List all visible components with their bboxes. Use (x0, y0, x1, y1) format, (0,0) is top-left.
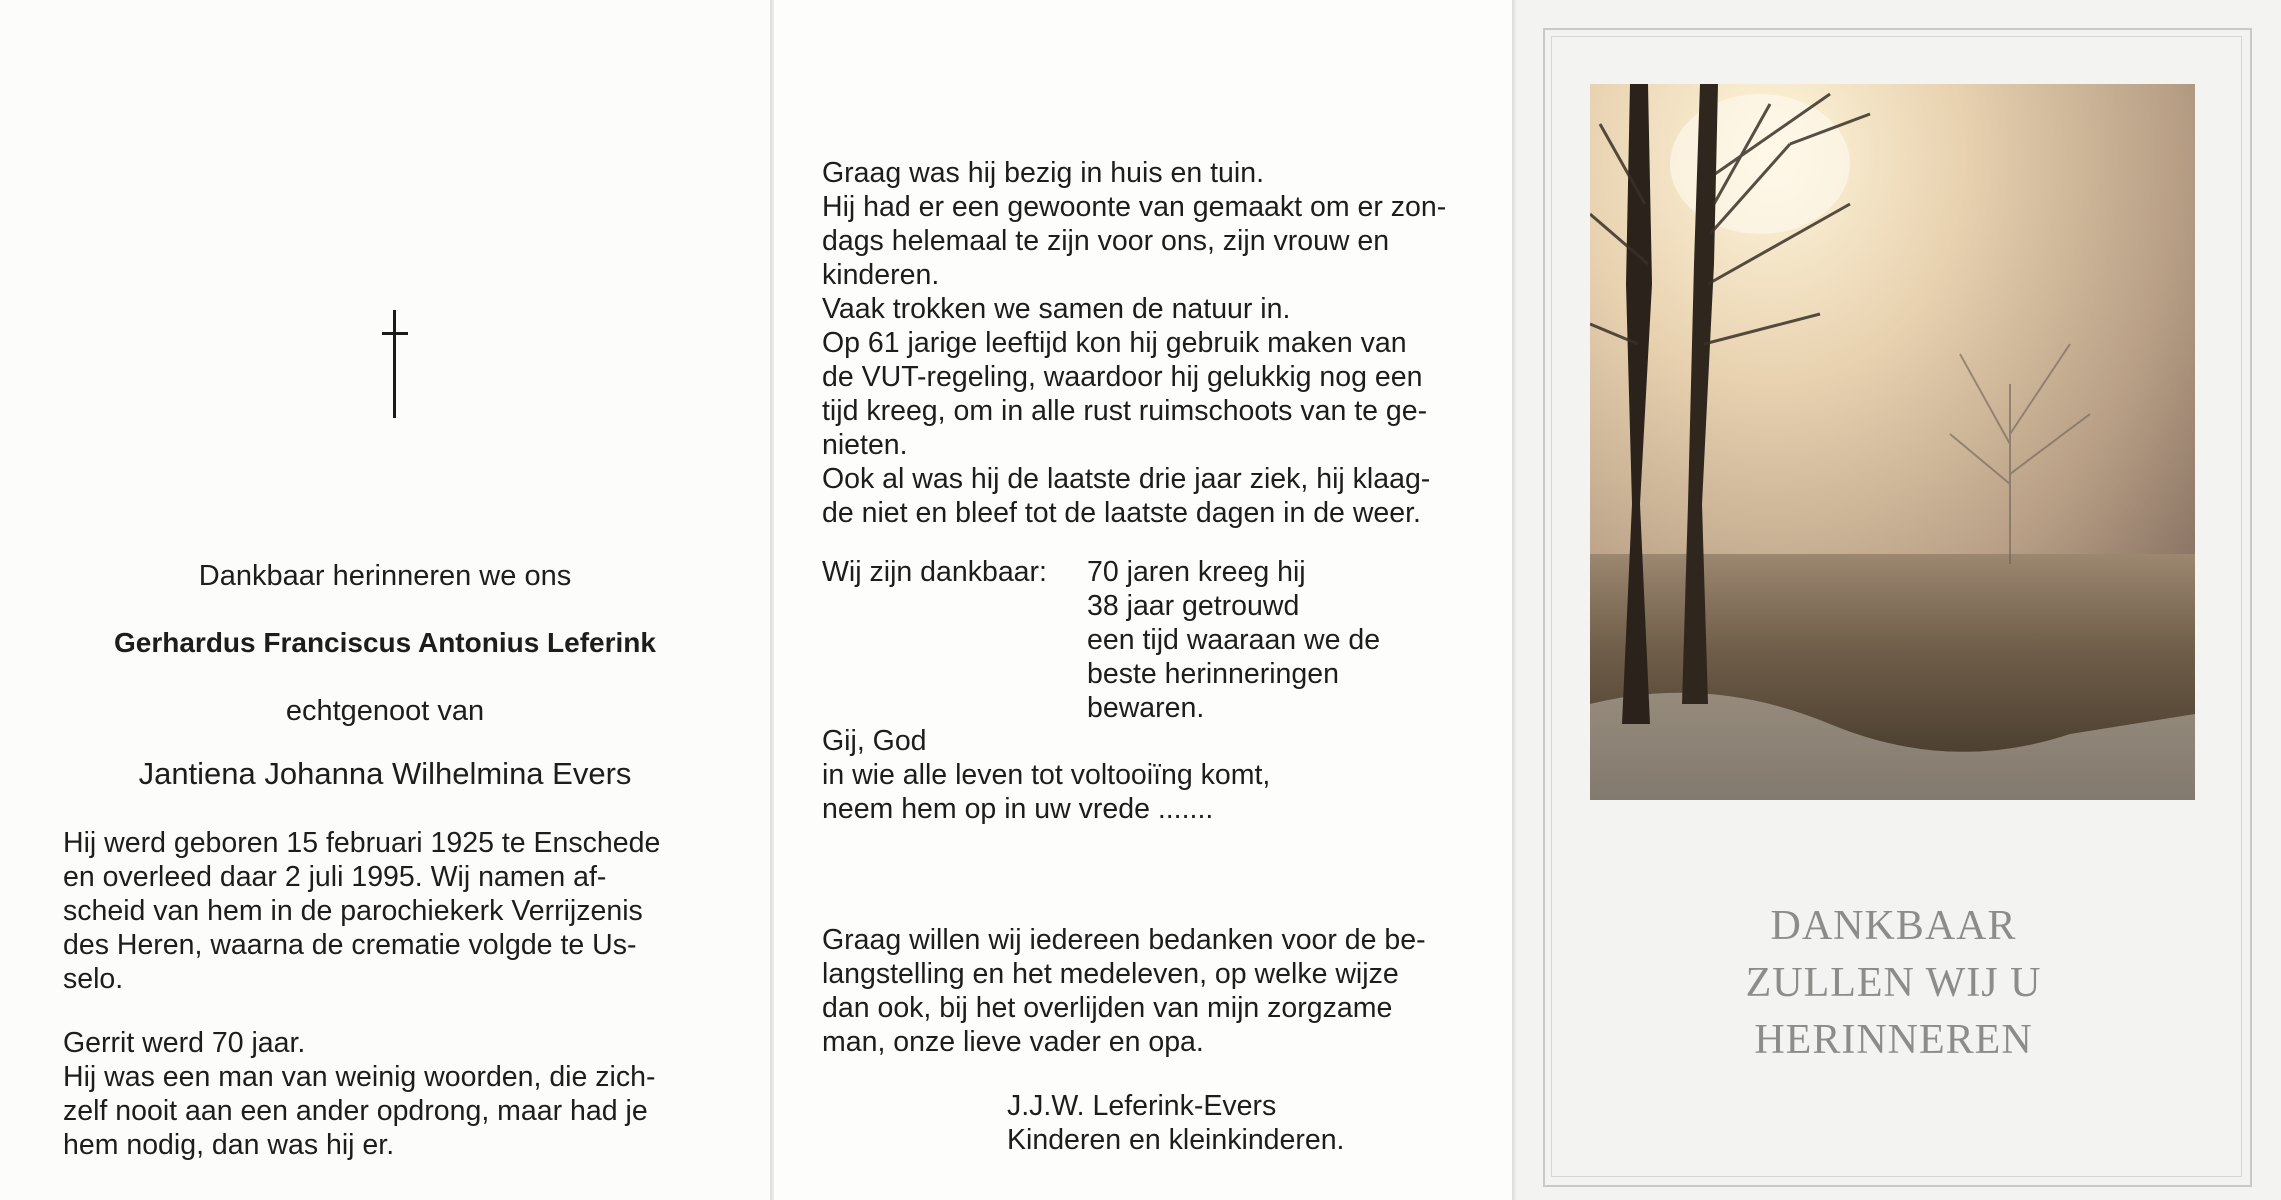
bio-line: selo. (63, 963, 124, 995)
motto-text (1591, 898, 2196, 1069)
bio-line: Hij werd geboren 15 februari 1925 te Enschede (63, 827, 661, 859)
deceased-name: Gerhardus Franciscus Antonius Leferink (114, 627, 656, 658)
story-line: Graag was hij bezig in huis en tuin. (822, 157, 1265, 189)
thanks-item: beste herinneringen (1087, 658, 1339, 690)
signature-block (1007, 1089, 1427, 1157)
signature-line: J.J.W. Leferink-Evers (1007, 1090, 1277, 1122)
gerrit-line: Hij was een man van weinig woorden, die zich- (63, 1061, 656, 1093)
thanks-item: bewaren. (1087, 692, 1205, 724)
story-line: tijd kreeg, om in alle rust ruimschoots van te ge- (822, 395, 1428, 427)
motto-line: ZULLEN WIJ U (1745, 960, 2042, 1006)
bio-paragraph (63, 826, 723, 996)
gerrit-paragraph (63, 1026, 723, 1162)
gerrit-line: zelf nooit aan een ander opdrong, maar had je (63, 1095, 648, 1127)
spouse-name: Jantiena Johanna Wilhelmina Evers (138, 756, 632, 791)
thanks-list (1087, 555, 1380, 725)
story-line: nieten. (822, 429, 908, 461)
gerrit-line: Gerrit werd 70 jaar. (63, 1027, 306, 1059)
story-line: de VUT-regeling, waardoor hij gelukkig nog een (822, 361, 1423, 393)
motto-line: DANKBAAR (1770, 903, 2017, 949)
left-panel (0, 0, 770, 1200)
prayer-line: neem hem op in uw vrede ....... (822, 793, 1214, 825)
thanks-item: een tijd waaraan we de (1087, 624, 1381, 656)
bio-line: scheid van hem in de parochiekerk Verrijzenis (63, 895, 643, 927)
story-line: Hij had er een gewoonte van gemaakt om er zon- (822, 191, 1447, 223)
motto-line: HERINNEREN (1754, 1017, 2033, 1063)
gratitude-line: man, onze lieve vader en opa. (822, 1026, 1204, 1058)
gerrit-line: hem nodig, dan was hij er. (63, 1129, 395, 1161)
thanks-item: 70 jaren kreeg hij (1087, 556, 1306, 588)
cross-icon (380, 310, 410, 420)
story-paragraph (822, 156, 1472, 530)
landscape-photo (1590, 84, 2195, 800)
prayer-line: Gij, God (822, 725, 927, 757)
prayer-paragraph (822, 724, 1472, 826)
gratitude-paragraph (822, 923, 1472, 1059)
gratitude-line: Graag willen wij iedereen bedanken voor de be- (822, 924, 1426, 956)
intro-text: Dankbaar herinneren we ons (198, 560, 572, 592)
gratitude-line: langstelling en het medeleven, op welke wijze (822, 958, 1399, 990)
bio-line: en overleed daar 2 juli 1995. Wij namen af- (63, 861, 607, 893)
gratitude-line: dan ook, bij het overlijden van mijn zorgzame (822, 992, 1393, 1024)
story-line: Op 61 jarige leeftijd kon hij gebruik maken van (822, 327, 1407, 359)
story-line: de niet en bleef tot de laatste dagen in de weer. (822, 497, 1421, 529)
prayer-line: in wie alle leven tot voltooiïng komt, (822, 759, 1271, 791)
story-line: Vaak trokken we samen de natuur in. (822, 293, 1291, 325)
bio-line: des Heren, waarna de crematie volgde te Us- (63, 929, 637, 961)
story-line: dags helemaal te zijn voor ons, zijn vrouw en (822, 225, 1390, 257)
thanks-item: 38 jaar getrouwd (1087, 590, 1300, 622)
signature-line: Kinderen en kleinkinderen. (1007, 1124, 1345, 1156)
relation-text: echtgenoot van (285, 695, 485, 727)
thanks-label: Wij zijn dankbaar: (822, 556, 1047, 588)
story-line: Ook al was hij de laatste drie jaar ziek, hij klaag- (822, 463, 1431, 495)
story-line: kinderen. (822, 259, 940, 291)
